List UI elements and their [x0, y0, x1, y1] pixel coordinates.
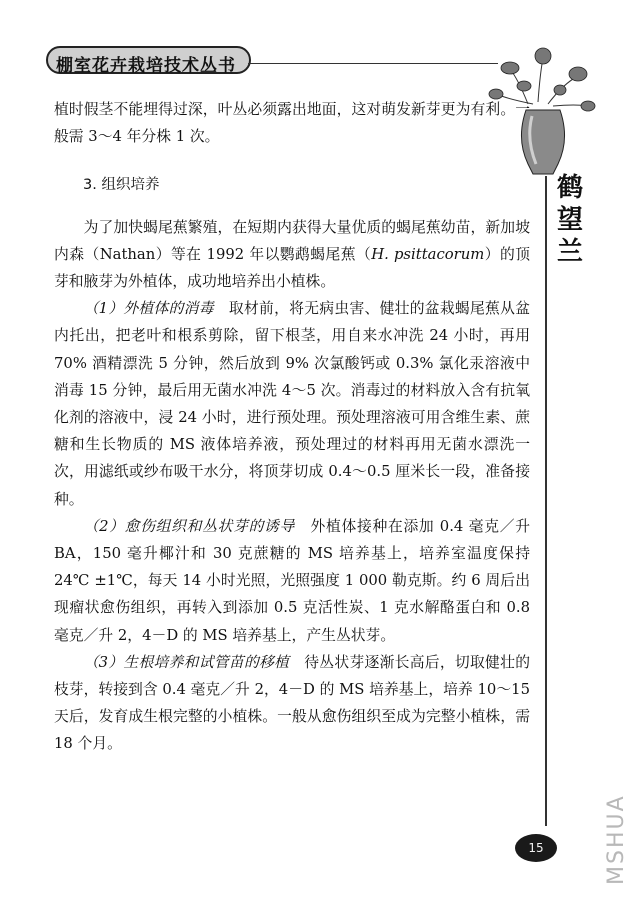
side-rule — [545, 176, 547, 826]
subsection-title: （3）生根培养和试管苗的移植 — [83, 653, 290, 671]
header-rule — [248, 63, 498, 64]
subsection-title: （2）愈伤组织和丛状芽的诱导 — [83, 517, 296, 535]
paragraph-intro — [54, 214, 530, 296]
subsection-title: （1）外植体的消毒 — [83, 300, 214, 318]
paragraph-continued: 植时假茎不能埋得过深，叶丛必须露出地面，这对萌发新芽更为有利。一般需 3～4 年分株 1 次。 — [54, 101, 530, 146]
watermark-text: MSHUA — [604, 794, 629, 886]
section-heading: 3. 组织培养 — [83, 177, 160, 194]
subsection-text: 待丛状芽逐渐长高后，切取健壮的枝芽，转接到含 0.4 毫克／升 2，4－D 的 MS 培养基上，培养 10～15 天后，发育成生根完整的小植株。一般从愈伤组织至成为完整小植株，需 18 个月。 — [54, 653, 530, 753]
series-title: 棚室花卉栽培技术丛书 — [56, 56, 236, 76]
subsection-text: 取材前，将无病虫害、健壮的盆栽蝎尾蕉从盆内托出，把老叶和根系剪除，留下根茎，用自来水冲洗 24 小时，再用 70% 酒精漂洗 5 分钟，然后放到 9% 次氯酸钙或 0.3% 氯化汞溶液中消毒 15 分钟，最后用无菌水冲洗 4～5 次。消毒过的材料放入含有抗氧化剂的溶液中，浸 24 小时，进行预处理。预处理溶液可用含维生素、蔗糖和生长物质的 MS 液体培养液，预处理过的材料再用无菌水漂洗一次，用滤纸或纱布吸干水分，将顶芽切成 0.4～0.5 厘米长一段，准备接种。 — [54, 300, 530, 508]
intro-text-a: 为了加快蝎尾蕉繁殖，在短期内获得大量优质的蝎尾蕉幼苗，新加坡内森（Nathan）等在 1992 年以鹦鹉蝎尾蕉（ — [54, 218, 530, 263]
latin-name: H. psittacorum — [371, 245, 485, 263]
book-title-vertical — [553, 172, 587, 268]
paragraph-rooting-transplant — [54, 649, 530, 758]
page-number: 15 — [515, 834, 557, 862]
subsection-text: 外植体接种在添加 0.4 毫克／升 BA，150 毫升椰汁和 30 克蔗糖的 MS 培养基上，培养室温度保持 24℃ ±1℃，每天 14 小时光照，光照强度 1 000 勒克斯。约 6 周后出现瘤状愈伤组织，再转入到添加 0.5 克活性炭、1 克水解酪蛋白和 0.8 毫克／升 2，4－D 的 MS 培养基上，产生丛状芽。 — [54, 517, 530, 644]
paragraph-explant-disinfection — [54, 295, 530, 513]
intro-text-b: ）的顶芽和腋芽为外植体，成功地培养出小植株。 — [54, 245, 530, 291]
series-header — [46, 46, 266, 78]
book-title-char: 望 — [556, 205, 583, 235]
book-title-char: 兰 — [556, 237, 583, 267]
book-title-char: 鹤 — [556, 173, 583, 203]
page-body — [54, 96, 530, 758]
series-title-badge — [46, 46, 251, 74]
paragraph-callus-induction — [54, 513, 530, 649]
